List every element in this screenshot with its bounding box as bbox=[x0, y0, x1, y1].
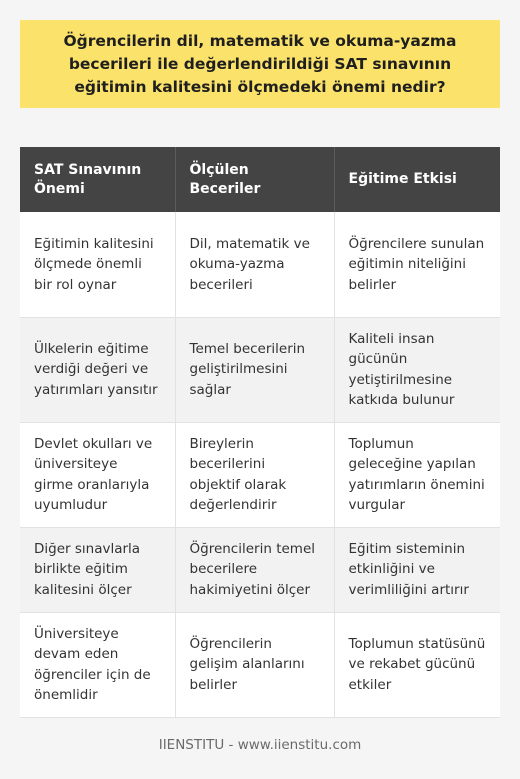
table-row bbox=[20, 317, 500, 422]
table-cell: Kaliteli insan gücünün yetiştirilmesine katkıda bulunur bbox=[334, 317, 500, 422]
footer-credit: IIENSTITU - www.iienstitu.com bbox=[158, 737, 362, 753]
table-cell: Dil, matematik ve okuma-yazma becerileri bbox=[175, 212, 334, 317]
header-cell-effect: Eğitime Etkisi bbox=[334, 147, 500, 212]
table-cell: Eğitimin kalitesini ölçmede önemli bir rol oynar bbox=[20, 212, 175, 317]
table-row bbox=[20, 422, 500, 527]
table-header-row bbox=[20, 147, 500, 212]
info-table bbox=[20, 147, 500, 718]
table-cell: Ülkelerin eğitime verdiği değeri ve yatırımları yansıtır bbox=[20, 317, 175, 422]
table-cell: Devlet okulları ve üniversiteye girme oranlarıyla uyumludur bbox=[20, 422, 175, 527]
table-cell: Öğrencilerin temel becerilere hakimiyetini ölçer bbox=[175, 527, 334, 612]
header-cell-skills: Ölçülen Beceriler bbox=[175, 147, 334, 212]
table-cell: Bireylerin becerilerini objektif olarak değerlendirir bbox=[175, 422, 334, 527]
table-cell: Temel becerilerin geliştirilmesini sağlar bbox=[175, 317, 334, 422]
table-cell: Toplumun geleceğine yapılan yatırımların önemini vurgular bbox=[334, 422, 500, 527]
header-cell-importance: SAT Sınavının Önemi bbox=[20, 147, 175, 212]
table-cell: Üniversiteye devam eden öğrenciler için de önemlidir bbox=[20, 612, 175, 717]
table-cell: Eğitim sisteminin etkinliğini ve verimliliğini artırır bbox=[334, 527, 500, 612]
table-row bbox=[20, 212, 500, 317]
table-cell: Toplumun statüsünü ve rekabet gücünü etkiler bbox=[334, 612, 500, 717]
table-cell: Öğrencilerin gelişim alanlarını belirler bbox=[175, 612, 334, 717]
question-title: Öğrencilerin dil, matematik ve okuma-yazma becerileri ile değerlendirildiği SAT sınavının eğitimin kalitesini ölçmedeki önemi nedir? bbox=[63, 31, 457, 96]
table-row bbox=[20, 612, 500, 717]
table-row bbox=[20, 527, 500, 612]
question-box bbox=[20, 20, 500, 108]
table-cell: Öğrencilere sunulan eğitimin niteliğini belirler bbox=[334, 212, 500, 317]
table-cell: Diğer sınavlarla birlikte eğitim kalitesini ölçer bbox=[20, 527, 175, 612]
